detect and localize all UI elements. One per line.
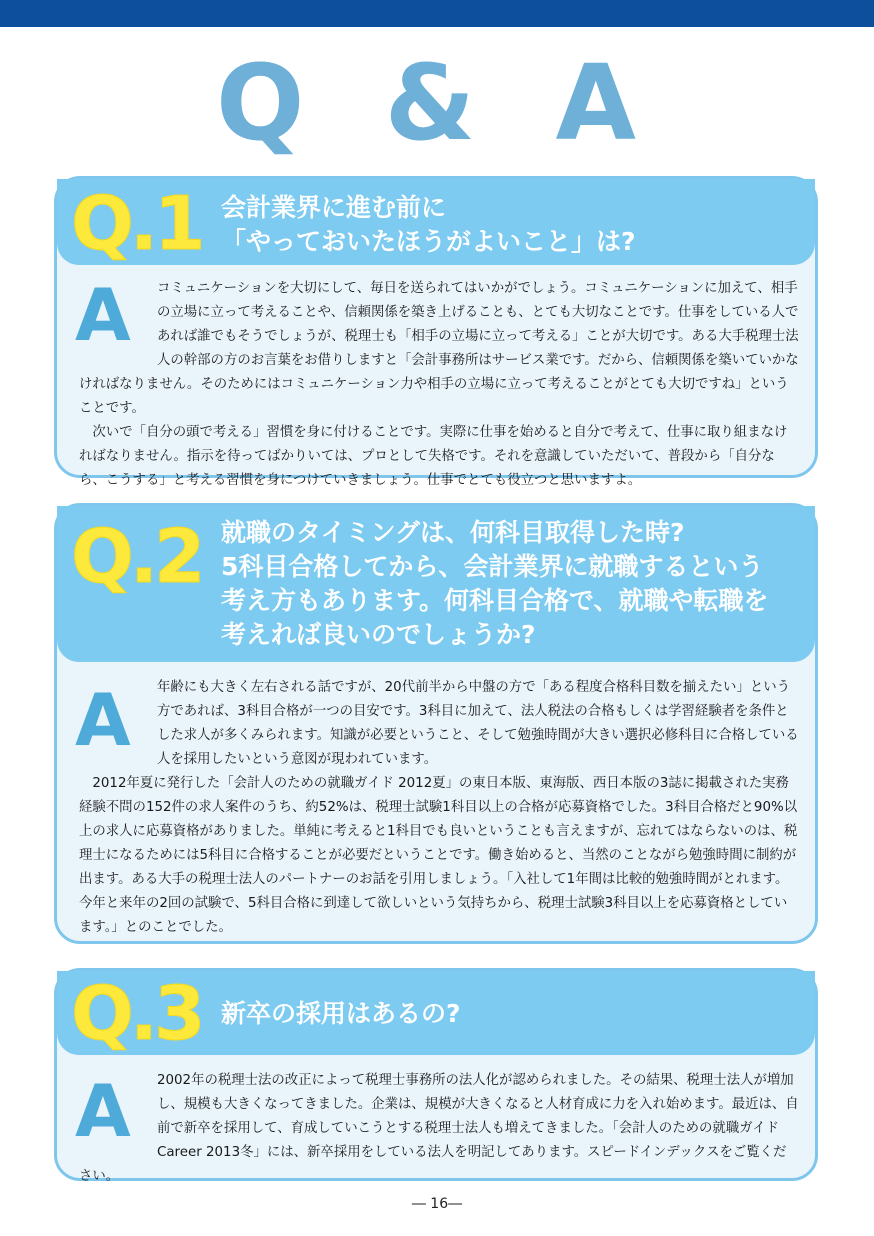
qa-card-3 <box>54 968 818 1184</box>
answer-paragraph: 2002年の税理士法の改正によって税理士事務所の法人化が認められました。その結果、税理士法人が増加し、規模も大きくなってきました。企業は、規模が大きくなると人材育成に力を入れ始めます。最近は、自前で新卒を採用して、育成していこうとする税理士法人も増えてきました。「会計人のための就職ガイド Career 2013冬」には、新卒採用をしている法人を明記してあります。スピードインデックスをご覧ください。 <box>79 1073 799 1184</box>
qa-card-2 <box>54 503 818 944</box>
question-header <box>57 506 815 662</box>
answer-paragraph: 2012年夏に発行した「会計人のための就職ガイド 2012夏」の東日本版、東海版、西日本版の3誌に掲載された実務経験不問の152件の求人案件のうち、約52%は、税理士試験1科目以上の合格が応募資格でした。3科目合格だと90%以上の求人に応募資格がありました。単純に考えると1科目でも良いということも言えますが、忘れてはならないのは、税理士になるためには5科目に合格することが必要だということです。働き始めると、当然のことながら勉強時間に制約が出ます。ある大手の税理士法人のパートナーのお話を引用しましょう。「入社して1年間は比較的勉強時間がとれます。今年と来年の2回の試験で、5科目合格に到達して欲しいという気持ちから、税理士試験3科目以上を応募資格としています。」とのことでした。 <box>79 776 798 935</box>
page-number: ― 16― <box>411 1196 463 1212</box>
page-title: Q & A <box>215 42 658 164</box>
answer-paragraph: 次いで「自分の頭で考える」習慣を身に付けることです。実際に仕事を始めると自分で考えて、仕事に取り組まなければなりません。指示を待ってばかりいては、プロとして失格です。それを意識していただいて、普段から「自分なら、こうする」と考える習慣を身につけていきましょう。仕事でとても役立つと思いますよ。 <box>79 425 788 488</box>
question-text: 新卒の採用はあるの? <box>221 999 461 1028</box>
question-number: Q.3 <box>71 971 202 1057</box>
question-header <box>57 971 815 1055</box>
answer-body <box>79 277 799 493</box>
answer-paragraph: コミュニケーションを大切にして、毎日を送られてはいかがでしょう。コミュニケーションに加えて、相手の立場に立って考えることや、信頼関係を築き上げることも、とても大切なことです。仕事をしている人であれば誰でもそうでしょうが、税理士も「相手の立場に立って考える」ことが大切です。ある大手税理士法人の幹部の方のお言葉をお借りしますと「会計事務所はサービス業です。だから、信頼関係を築いていかなければなりません。そのためにはコミュニケーション力や相手の立場に立って考えることがとても大切ですね」ということです。 <box>79 281 799 416</box>
answer-body <box>79 676 799 940</box>
question-number: Q.1 <box>71 181 202 267</box>
answer-mark: A <box>75 678 131 762</box>
answer-body <box>79 1069 799 1189</box>
answer-mark: A <box>75 273 131 357</box>
question-number: Q.2 <box>71 514 202 600</box>
question-header <box>57 179 815 265</box>
question-text: 会計業界に進む前に 「やっておいたほうがよいこと」は? <box>221 193 636 256</box>
question-text: 就職のタイミングは、何科目取得した時? 5科目合格してから、会計業界に就職するという 考え方もあります。何科目合格で、就職や転職を 考えれば良いのでしょうか? <box>221 518 769 649</box>
qa-card-1 <box>54 176 818 488</box>
top-banner <box>0 0 874 27</box>
answer-paragraph: 年齢にも大きく左右される話ですが、20代前半から中盤の方で「ある程度合格科目数を揃えたい」という方であれば、3科目合格が一つの目安です。3科目に加えて、法人税法の合格もしくは学習経験者を条件とした求人が多くみられます。知識が必要ということ、そして勉強時間が大きい選択必修科目に合格している人を採用したいという意図が現われています。 <box>157 680 799 767</box>
answer-mark: A <box>75 1069 131 1153</box>
